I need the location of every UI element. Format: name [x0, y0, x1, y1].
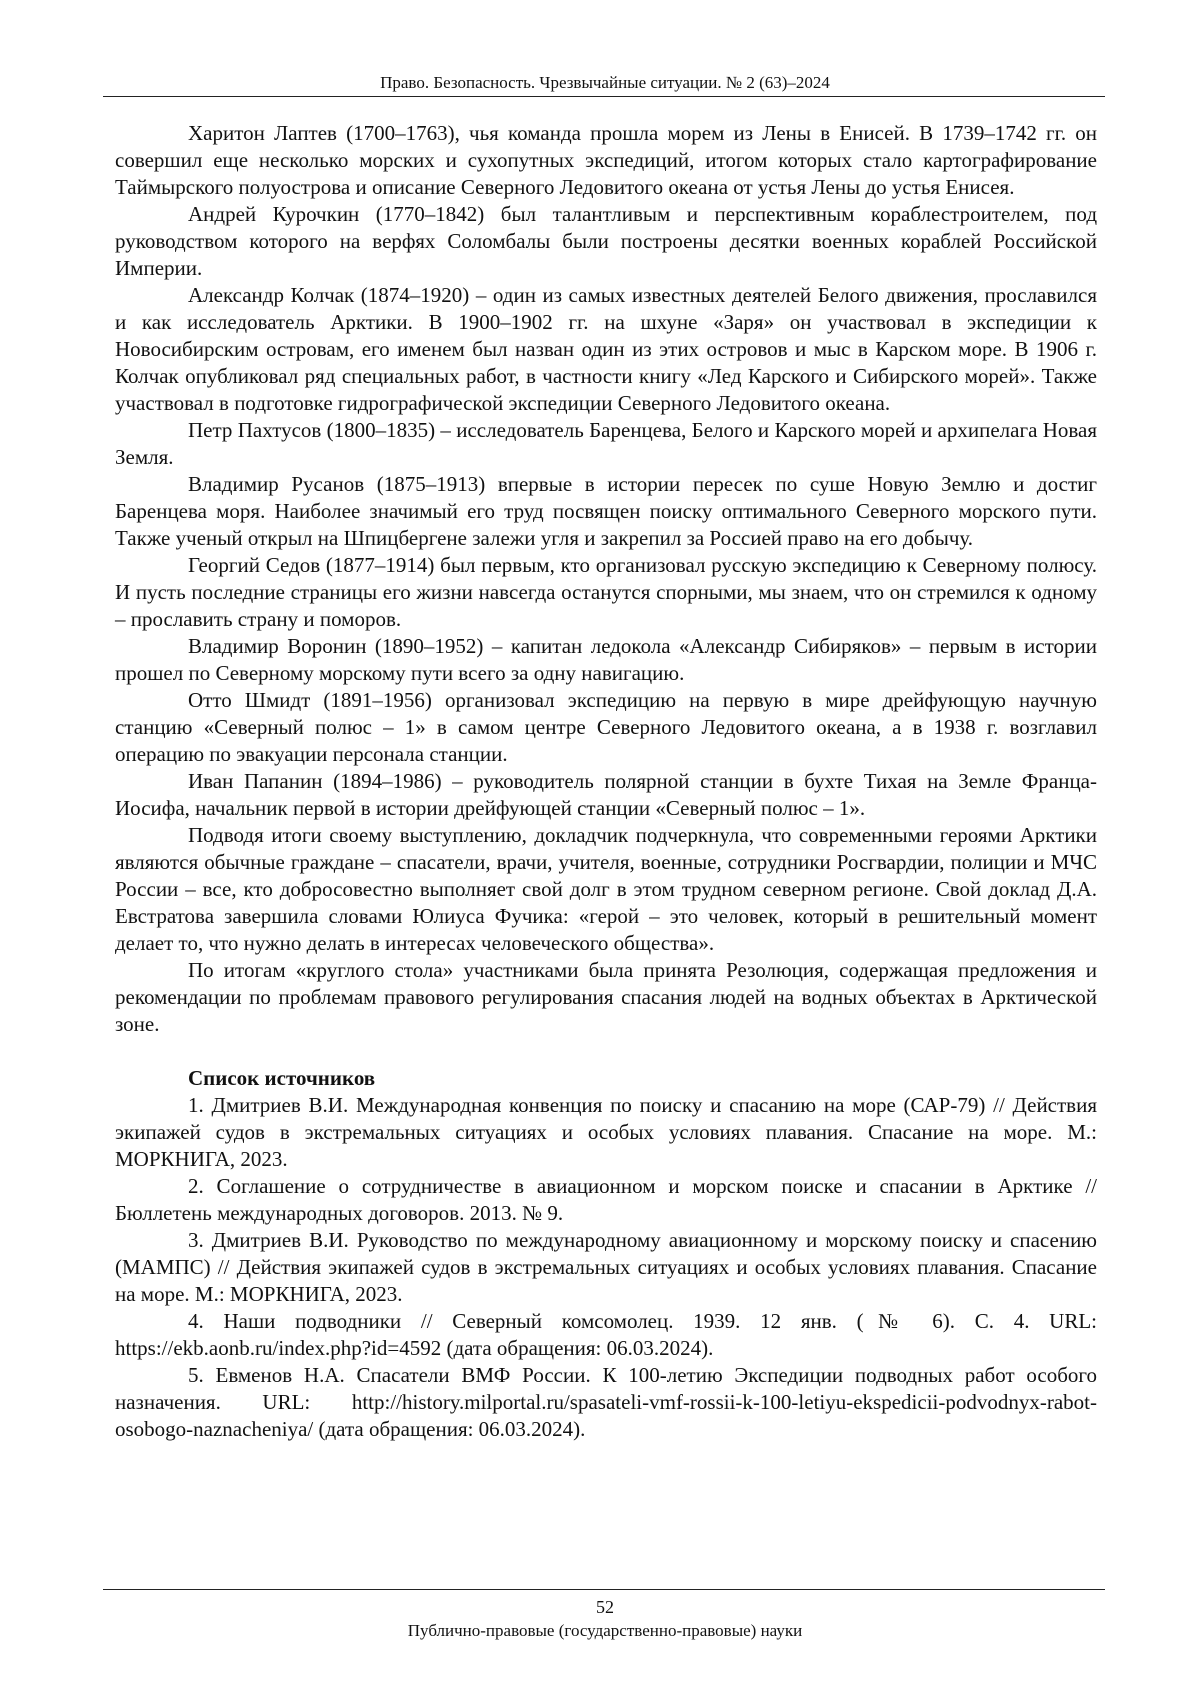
paragraph: Владимир Воронин (1890–1952) – капитан ледокола «Александр Сибиряков» – первым в истории прошел по Северному морскому пути всего за одну навигацию. [115, 634, 1097, 685]
reference-item: 3. Дмитриев В.И. Руководство по международному авиационному и морскому поиску и спасению (МАМПС) // Действия экипажей судов в экстремальных ситуациях и особых условиях плавания. Спасание на море. М.: МОРКНИГА, 2023. [115, 1228, 1097, 1306]
reference-item: 4. Наши подводники // Северный комсомолец. 1939. 12 янв. (№ 6). С. 4. URL: https://ekb.aonb.ru/index.php?id=4592 (дата обращения: 06.03.2024). [115, 1309, 1097, 1360]
paragraph: По итогам «круглого стола» участниками была принята Резолюция, содержащая предложения и рекомендации по проблемам правового регулирования спасания людей на водных объектах в Арктической зоне. [115, 958, 1097, 1036]
section-gap [115, 1038, 1097, 1065]
footer-rule [103, 1589, 1105, 1590]
reference-item: 2. Соглашение о сотрудничестве в авиационном и морском поиске и спасании в Арктике // Бюллетень международных договоров. 2013. № 9. [115, 1174, 1097, 1225]
paragraph: Владимир Русанов (1875–1913) впервые в истории пересек по суше Новую Землю и достиг Баренцева моря. Наиболее значимый его труд посвящен поиску оптимального Северного морского пути. Также ученый открыл на Шпицбергене залежи угля и закрепил за Россией право на его добычу. [115, 472, 1097, 550]
page-number: 52 [596, 1597, 614, 1617]
reference-item: 5. Евменов Н.А. Спасатели ВМФ России. К 100-летию Экспедиции подводных работ особого назначения. URL: http://history.milportal.ru/spasateli-vmf-rossii-k-100-letiyu-ekspedicii-podvodnyx-rabot-osobogo-naznacheniya/ (дата обращения: 06.03.2024). [115, 1363, 1097, 1441]
paragraph: Отто Шмидт (1891–1956) организовал экспедицию на первую в мире дрейфующую научную станцию «Северный полюс – 1» в самом центре Северного Ледовитого океана, а в 1938 г. возглавил операцию по эвакуации персонала станции. [115, 688, 1097, 766]
header-rule [103, 96, 1105, 97]
paragraph: Петр Пахтусов (1800–1835) – исследователь Баренцева, Белого и Карского морей и архипелага Новая Земля. [115, 418, 1097, 469]
paragraph: Харитон Лаптев (1700–1763), чья команда прошла морем из Лены в Енисей. В 1739–1742 гг. он совершил еще несколько морских и сухопутных экспедиций, итогом которых стало картографирование Таймырского полуострова и описание Северного Ледовитого океана от устья Лены до устья Енисея. [115, 121, 1097, 199]
reference-item: 1. Дмитриев В.И. Международная конвенция по поиску и спасанию на море (САР-79) // Действия экипажей судов в экстремальных ситуациях и особых условиях плавания. Спасание на море. М.: МОРКНИГА, 2023. [115, 1093, 1097, 1171]
paragraph: Подводя итоги своему выступлению, докладчик подчеркнула, что современными героями Арктики являются обычные граждане – спасатели, врачи, учителя, военные, сотрудники Росгвардии, полиции и МЧС России – все, кто добросовестно выполняет свой долг в этом трудном северном регионе. Свой доклад Д.А. Евстратова завершила словами Юлиуса Фучика: «герой – это человек, который в решительный момент делает то, что нужно делать в интересах человеческого общества». [115, 823, 1097, 955]
paragraph: Георгий Седов (1877–1914) был первым, кто организовал русскую экспедицию к Северному полюсу. И пусть последние страницы его жизни навсегда останутся спорными, мы знаем, что он стремился к одному – прославить страну и поморов. [115, 553, 1097, 631]
footer-section-title: Публично-правовые (государственно-правовые) науки [407, 1621, 803, 1640]
article-body [115, 120, 1097, 1443]
references-heading: Список источников [188, 1066, 376, 1090]
paragraph: Андрей Курочкин (1770–1842) был талантливым и перспективным кораблестроителем, под руководством которого на верфях Соломбалы были построены десятки военных кораблей Российской Империи. [115, 202, 1097, 280]
paragraph: Иван Папанин (1894–1986) – руководитель полярной станции в бухте Тихая на Земле Франца-Иосифа, начальник первой в истории дрейфующей станции «Северный полюс – 1». [115, 769, 1097, 820]
paragraph: Александр Колчак (1874–1920) – один из самых известных деятелей Белого движения, прославился и как исследователь Арктики. В 1900–1902 гг. на шхуне «Заря» он участвовал в экспедиции к Новосибирским островам, его именем был назван один из этих островов и мыс в Карском море. В 1906 г. Колчак опубликовал ряд специальных работ, в частности книгу «Лед Карского и Сибирского морей». Также участвовал в подготовке гидрографической экспедиции Северного Ледовитого океана. [115, 283, 1097, 415]
running-header: Право. Безопасность. Чрезвычайные ситуации. № 2 (63)–2024 [380, 73, 830, 92]
